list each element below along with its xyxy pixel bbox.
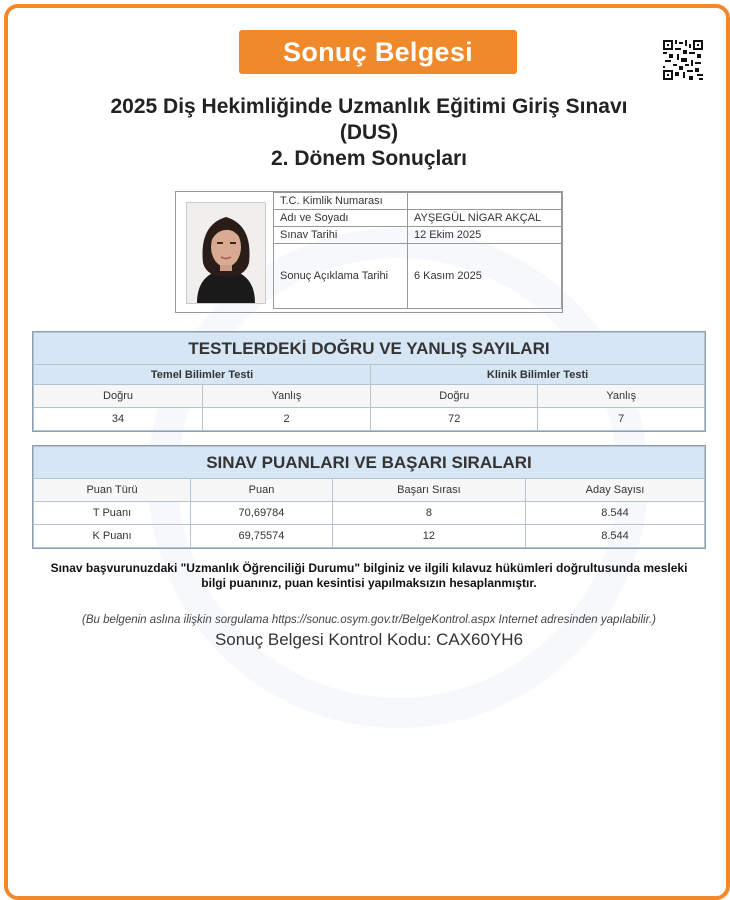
clinical-sciences-header: Klinik Bilimler Testi xyxy=(371,365,705,385)
table-row xyxy=(34,502,705,525)
result-certificate xyxy=(4,4,730,900)
rank-value: 12 xyxy=(332,525,525,548)
info-label: Adı ve Soyadı xyxy=(274,210,408,227)
info-row xyxy=(274,193,562,210)
document-title xyxy=(8,94,730,172)
col-score: Puan xyxy=(191,479,333,502)
score-value: 70,69784 xyxy=(191,502,333,525)
basic-correct-value: 34 xyxy=(34,408,203,431)
tests-section-title: TESTLERDEKİ DOĞRU VE YANLIŞ SAYILARI xyxy=(34,333,705,365)
scores-section xyxy=(32,445,706,549)
basic-wrong-value: 2 xyxy=(203,408,371,431)
rank-value: 8 xyxy=(332,502,525,525)
score-value: 69,75574 xyxy=(191,525,333,548)
title-line-3: 2. Dönem Sonuçları xyxy=(270,147,468,170)
clinical-correct-value: 72 xyxy=(371,408,538,431)
info-value xyxy=(408,193,562,210)
info-row xyxy=(274,244,562,309)
info-value: 6 Kasım 2025 xyxy=(408,244,562,309)
candidate-count: 8.544 xyxy=(525,502,704,525)
title-line-2: (DUS) xyxy=(339,121,399,144)
info-value: 12 Ekim 2025 xyxy=(408,227,562,244)
col-correct: Doğru xyxy=(34,385,203,408)
info-row xyxy=(274,210,562,227)
verification-query-text: (Bu belgenin aslına ilişkin sorgulama https://sonuc.osym.gov.tr/BelgeKontrol.aspx Internet adresinden yapılabilir.) xyxy=(81,614,657,626)
title-line-1: 2025 Diş Hekimliğinde Uzmanlık Eğitimi Giriş Sınavı xyxy=(110,95,628,118)
table-row xyxy=(34,525,705,548)
table-row xyxy=(34,408,705,431)
basic-sciences-header: Temel Bilimler Testi xyxy=(34,365,371,385)
clinical-wrong-value: 7 xyxy=(538,408,705,431)
candidate-info-table xyxy=(273,192,562,309)
control-code: Sonuç Belgesi Kontrol Kodu: CAX60YH6 xyxy=(214,630,524,649)
candidate-photo xyxy=(186,202,266,304)
col-rank: Başarı Sırası xyxy=(332,479,525,502)
calculation-note: Sınav başvurunuzdaki "Uzmanlık Öğrenciliği Durumu" bilginiz ve ilgili kılavuz hükümleri doğrultusunda mesleki bilgi puanınız, puan kesintisi yapılmaksızın hesaplanmıştır. xyxy=(50,561,688,590)
qr-code xyxy=(663,40,703,80)
col-score-type: Puan Türü xyxy=(34,479,191,502)
tests-table xyxy=(33,332,705,431)
col-wrong: Yanlış xyxy=(203,385,371,408)
info-value: AYŞEGÜL NİGAR AKÇAL xyxy=(408,210,562,227)
scores-section-title: SINAV PUANLARI VE BAŞARI SIRALARI xyxy=(34,447,705,479)
scores-table xyxy=(33,446,705,548)
info-row xyxy=(274,227,562,244)
col-correct: Doğru xyxy=(371,385,538,408)
document-badge: Sonuç Belgesi xyxy=(239,30,517,74)
info-label: Sınav Tarihi xyxy=(274,227,408,244)
info-label: Sonuç Açıklama Tarihi xyxy=(274,244,408,309)
score-type: K Puanı xyxy=(34,525,191,548)
col-wrong: Yanlış xyxy=(538,385,705,408)
tests-section xyxy=(32,331,706,432)
candidate-count: 8.544 xyxy=(525,525,704,548)
col-candidate-count: Aday Sayısı xyxy=(525,479,704,502)
info-label: T.C. Kimlik Numarası xyxy=(274,193,408,210)
candidate-info-box xyxy=(175,191,563,313)
score-type: T Puanı xyxy=(34,502,191,525)
